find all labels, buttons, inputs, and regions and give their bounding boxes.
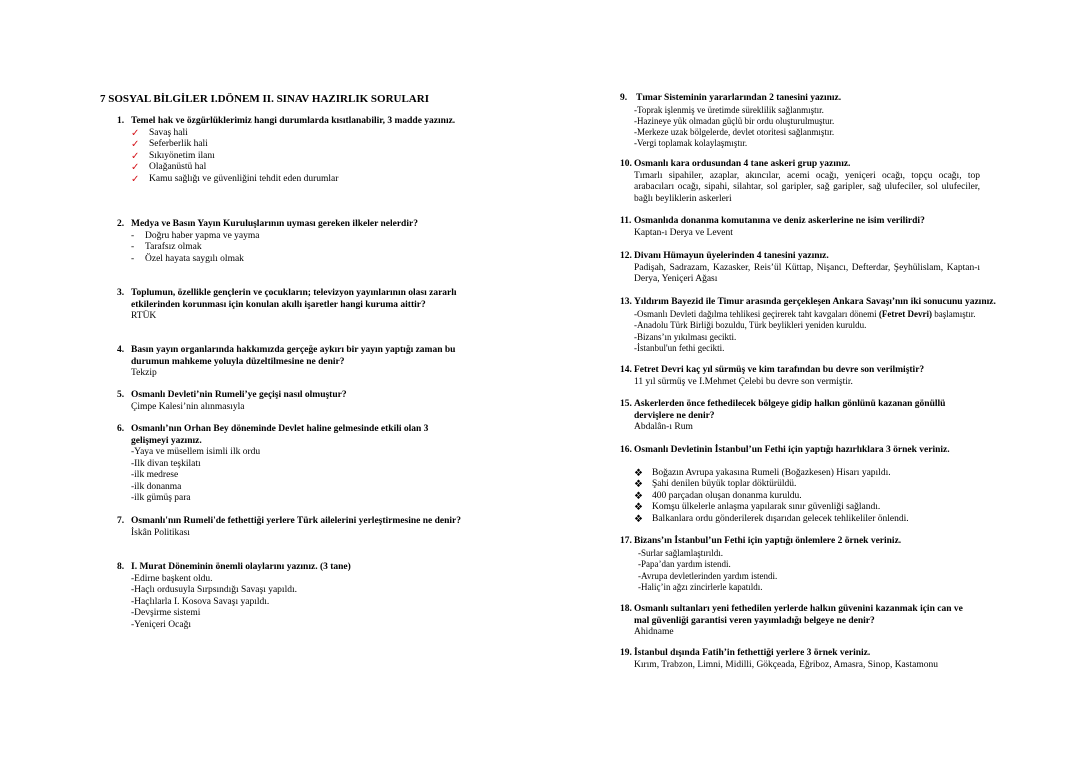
answer-line: -Osmanlı Devleti dağılma tehlikesi geçirerek taht kavgaları dönemi (Fetret Devri) başlamıştır. <box>634 308 976 319</box>
question-4 <box>100 345 500 380</box>
question-text: Osmanlı’nın Orhan Bey döneminde Devlet haline gelmesinde etkili olan 3 gelişmeyi yazınız. <box>131 424 429 446</box>
answer-list <box>634 468 1020 526</box>
answer-line: -Devşirme sistemi <box>131 608 201 618</box>
question-text: Divanı Hümayun üyelerinden 4 tanesini yazınız. <box>634 251 829 261</box>
question-text: Tımar Sisteminin yararlarından 2 tanesini yazınız. <box>636 93 842 103</box>
question-17 <box>620 536 1020 594</box>
question-6 <box>100 424 500 505</box>
list-item: ❖ 400 parçadan oluşan donanma kuruldu. <box>634 490 802 502</box>
question-number: 9. <box>620 93 628 103</box>
question-number: 13. <box>620 297 632 307</box>
question-10 <box>620 159 1020 205</box>
answer-line: -İlk divan teşkilatı <box>131 458 201 469</box>
question-number: 10. <box>620 159 632 169</box>
answer-line: -Edirne başkent oldu. <box>131 573 213 584</box>
question-number: 6. <box>117 424 125 434</box>
answer-line: -Haçlı ordusuyla Sırpsındığı Savaşı yapıldı. <box>131 585 297 595</box>
answer-line: -Haliç’in ağzı zincirlerle kapatıldı. <box>638 582 763 592</box>
question-text: Medya ve Basın Yayın Kuruluşlarının uyması gereken ilkeler nelerdir? <box>131 219 418 229</box>
question-number: 3. <box>117 288 125 298</box>
answer-lines <box>634 105 1020 149</box>
answer-line: -Hazineye yük olmadan güçlü bir ordu oluşturulmuştur. <box>634 115 835 126</box>
answer-list <box>131 231 500 266</box>
check-icon: ✓ <box>131 150 140 162</box>
answer-text: Padişah, Sadrazam, Kazasker, Reis’ül Küttap, Nişancı, Defterdar, Şeyhülislam, Kaptan-ı Derya, Yeniçeri Ağası <box>634 262 980 284</box>
question-text: Basın yayın organlarında hakkımızda gerçeğe aykırı bir yayın yaptığı zaman bu durumun mahkeme yoluyla düzeltilmesine ne denir? <box>131 345 456 367</box>
question-number: 15. <box>620 399 632 409</box>
diamond-bullet-icon: ❖ <box>634 479 643 490</box>
question-number: 14. <box>620 365 632 375</box>
question-3 <box>100 288 500 323</box>
answer-text: Kaptan-ı Derya ve Levent <box>634 227 733 238</box>
question-text: Osmanlı Devletinin İstanbul’un Fethi için yaptığı hazırlıklara 3 örnek veriniz. <box>634 445 950 455</box>
question-number: 1. <box>117 116 125 126</box>
list-item: ❖ Balkanlara ordu gönderilerek dışarıdan gelecek tehlikeliler önlendi. <box>634 513 909 525</box>
answer-line: -Avrupa devletlerinden yardım istendi. <box>638 570 778 581</box>
question-16 <box>620 445 1020 525</box>
list-item: ✓ Savaş hali <box>131 127 188 139</box>
question-text: Osmanlı kara ordusundan 4 tane askeri grup yazınız. <box>634 159 851 169</box>
diamond-bullet-icon: ❖ <box>634 490 643 502</box>
answer-list <box>131 128 500 186</box>
question-text: Osmanlı'nın Rumeli'de fethettiği yerlere Türk ailelerini yerleştirmesine ne denir? <box>131 516 461 526</box>
answer-line: -Bizans’ın yıkılması gecikti. <box>634 331 737 342</box>
question-text: Yıldırım Bayezid ile Timur arasında gerçekleşen Ankara Savaşı’nın iki sonucunu yazınız. <box>634 297 996 307</box>
check-icon: ✓ <box>131 127 140 139</box>
answer-line: -Papa’dan yardım istendi. <box>638 559 731 569</box>
check-icon: ✓ <box>131 139 140 150</box>
question-number: 4. <box>117 345 125 355</box>
answer-lines <box>131 447 500 505</box>
question-11 <box>620 216 1020 239</box>
answer-line: -Haçlılarla I. Kosova Savaşı yapıldı. <box>131 596 270 607</box>
list-item: ✓ Seferberlik hali <box>131 139 208 150</box>
question-number: 2. <box>117 219 125 229</box>
question-number: 17. <box>620 536 632 546</box>
answer-line: -Anadolu Türk Birliği bozuldu, Türk beylikleri yeniden kuruldu. <box>634 320 867 330</box>
answer-text: Kırım, Trabzon, Limni, Midilli, Gökçeada, Eğriboz, Amasra, Sinop, Kastamonu <box>634 659 938 670</box>
diamond-bullet-icon: ❖ <box>634 513 643 525</box>
question-9 <box>620 93 1020 149</box>
question-19 <box>620 648 1020 671</box>
question-5 <box>100 390 500 413</box>
question-1 <box>100 116 500 185</box>
list-item: ✓ Olağanüstü hal <box>131 162 207 173</box>
answer-line: -Vergi toplamak kolaylaşmıştır. <box>634 137 748 148</box>
answer-line: -Toprak işlenmiş ve üretimde süreklilik sağlanmıştır. <box>634 104 824 115</box>
answer-text: RTÜK <box>131 311 157 321</box>
page-title: 7 SOSYAL BİLGİLER I.DÖNEM II. SINAV HAZIRLIK SORULARI <box>100 93 429 105</box>
list-item: - Doğru haber yapma ve yayma <box>131 230 260 241</box>
question-number: 5. <box>117 390 125 400</box>
diamond-bullet-icon: ❖ <box>634 467 643 479</box>
list-item: ❖ Şahi denilen büyük toplar döktürüldü. <box>634 479 797 490</box>
question-text: Askerlerden önce fethedilecek bölgeye gidip halkın gönlünü kazanan gönüllü dervişlere ne denir? <box>634 399 946 421</box>
answer-text: 11 yıl sürmüş ve I.Mehmet Çelebi bu devre son vermiştir. <box>634 376 853 387</box>
diamond-bullet-icon: ❖ <box>634 502 643 513</box>
list-item: ✓ Sıkıyönetim ilanı <box>131 150 215 162</box>
question-2 <box>100 219 500 265</box>
question-number: 7. <box>117 516 125 526</box>
check-icon: ✓ <box>131 162 140 173</box>
answer-text: İskân Politikası <box>131 527 190 538</box>
answer-line: -ilk gümüş para <box>131 493 191 503</box>
question-15 <box>620 399 1020 434</box>
list-item: ✓ Kamu sağlığı ve güvenliğini tehdit eden durumlar <box>131 173 339 185</box>
question-18 <box>620 604 1020 639</box>
question-number: 11. <box>620 216 632 226</box>
question-number: 16. <box>620 445 632 455</box>
answer-line: -Merkeze uzak bölgelerde, devlet otoritesi sağlanmıştır. <box>634 126 835 137</box>
question-text: Osmanlı Devleti’nin Rumeli’ye geçişi nasıl olmuştur? <box>131 390 347 400</box>
question-text: Osmanlı sultanları yeni fethedilen yerlerde halkın güvenini kazanmak için can ve mal güvenliği garantisi veren yayımladığı belgeye ne denir? <box>634 604 963 626</box>
answer-line: -Surlar sağlamlaştırıldı. <box>638 547 723 558</box>
answer-text: Ahidname <box>634 627 674 637</box>
answer-lines <box>638 548 1020 594</box>
list-item: - Tarafsız olmak <box>131 242 202 252</box>
question-text: Temel hak ve özgürlüklerimiz hangi durumlarda kısıtlanabilir, 3 madde yazınız. <box>131 116 456 126</box>
question-number: 12. <box>620 251 632 261</box>
question-text: Osmanlıda donanma komutanına ve deniz askerlerine ne isim verilirdi? <box>634 216 925 226</box>
question-7 <box>100 516 500 539</box>
question-13 <box>620 297 1020 355</box>
question-number: 18. <box>620 604 632 614</box>
list-item: - Özel hayata saygılı olmak <box>131 253 244 264</box>
check-icon: ✓ <box>131 173 140 185</box>
answer-text: Çimpe Kalesi’nin alınmasıyla <box>131 401 245 412</box>
question-text: I. Murat Döneminin önemli olaylarını yazınız. (3 tane) <box>131 562 351 572</box>
answer-line: -Yaya ve müsellem isimli ilk ordu <box>131 447 261 457</box>
question-text: İstanbul dışında Fatih’in fethettiği yerlere 3 örnek veriniz. <box>634 648 871 658</box>
list-item: ❖ Komşu ülkelerle anlaşma yapılarak sınır güvenliği sağlandı. <box>634 502 881 513</box>
question-8 <box>100 562 500 631</box>
answer-lines <box>131 574 500 632</box>
question-number: 8. <box>117 562 125 572</box>
answer-line: -Yeniçeri Ocağı <box>131 619 191 630</box>
answer-text: Abdalân-ı Rum <box>634 422 693 432</box>
question-text: Toplumun, özellikle gençlerin ve çocukların; televizyon yayınlarının olası zararlı etkilerinden korunması için konulan akıllı işaretler hangi kuruma aittir? <box>131 288 457 310</box>
answer-line: -ilk medrese <box>131 470 179 480</box>
question-number: 19. <box>620 648 632 658</box>
answer-line: -ilk donanma <box>131 481 182 492</box>
list-item: ❖ Boğazın Avrupa yakasına Rumeli (Boğazkesen) Hisarı yapıldı. <box>634 467 891 479</box>
answer-line: -İstanbul'un fethi gecikti. <box>634 343 725 353</box>
question-12 <box>620 251 1020 286</box>
answer-text: Tımarlı sipahiler, azaplar, akıncılar, acemi ocağı, yeniçeri ocağı, topçu ocağı, top arabacıları ocağı, sipahi, silahtar, sol garipler, sağ garipler, sağ ulufeciler, sol ulufeciler, bağlı beyliklerin askerleri <box>634 170 980 204</box>
question-text: Bizans’ın İstanbul’un Fethi için yaptığı önlemlere 2 örnek veriniz. <box>634 536 902 546</box>
answer-lines <box>634 309 1020 355</box>
question-text: Fetret Devri kaç yıl sürmüş ve kim tarafından bu devre son verilmiştir? <box>634 365 925 375</box>
answer-text: Tekzip <box>131 368 157 378</box>
question-14 <box>620 365 1020 388</box>
